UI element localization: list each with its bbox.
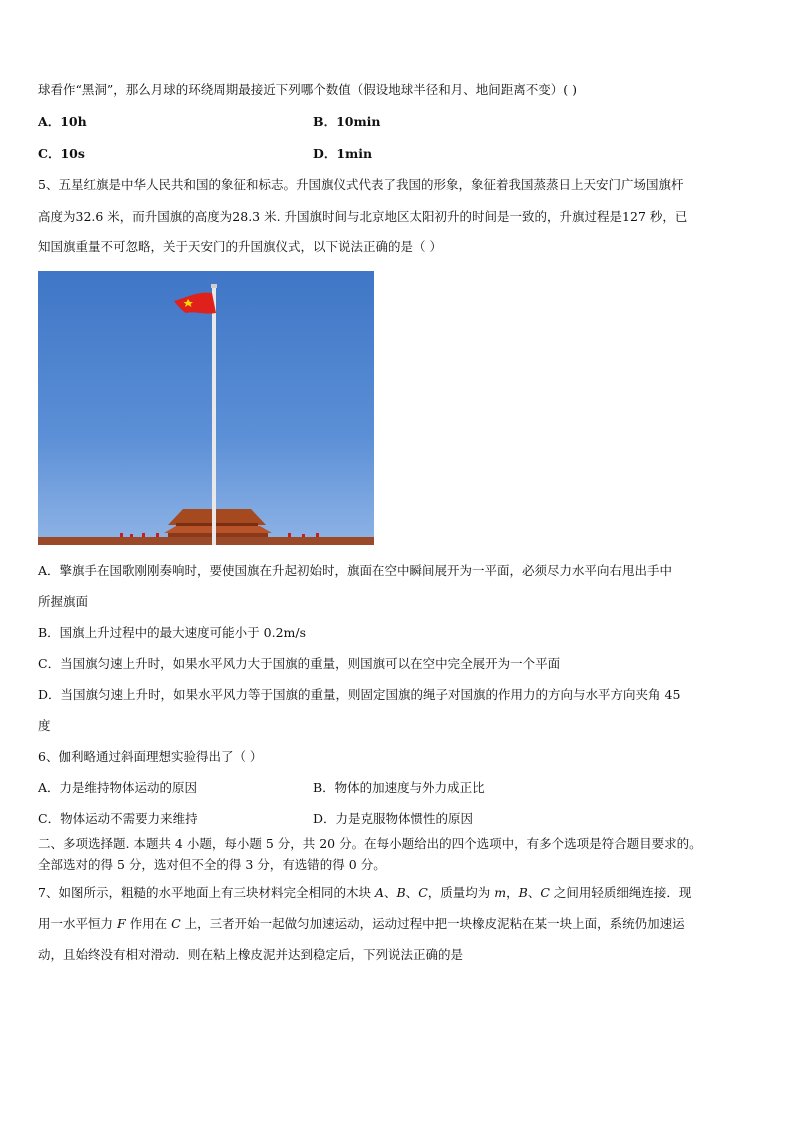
q6-option-a[interactable]: A．力是维持物体运动的原因 — [38, 780, 198, 795]
q4-stem-tail: 球看作“黑洞”，那么月球的环绕周期最接近下列哪个数值（假设地球半径和月、地间距离不变）( ) — [38, 82, 578, 97]
section-2-instructions-line-2: 全部选对的得 5 分，选对但不全的得 3 分，有选错的得 0 分。 — [38, 857, 386, 872]
q4-option-d[interactable]: D．1min — [313, 146, 373, 161]
q5-option-a-line-1[interactable]: A．擎旗手在国歌刚刚奏响时，要使国旗在升起初始时，旗面在空中瞬间展开为一平面，必须尽力水平向右甩出手中 — [38, 563, 673, 578]
q5-stem-line-1: 5、五星红旗是中华人民共和国的象征和标志。升国旗仪式代表了我国的形象，象征着我国蒸蒸日上天安门广场国旗杆 — [38, 177, 684, 192]
section-2-instructions-line-1: 二、多项选择题. 本题共 4 小题，每小题 5 分，共 20 分。在每小题给出的四个选项中，有多个选项是符合题目要求的。 — [38, 836, 702, 851]
q5-option-a-line-2[interactable]: 所握旗面 — [38, 594, 89, 609]
q6-option-b[interactable]: B．物体的加速度与外力成正比 — [313, 780, 485, 795]
q4-option-a[interactable]: A．10h — [38, 114, 87, 129]
q4-option-c[interactable]: C．10s — [38, 146, 85, 161]
q7-stem-line-3: 动，且始终没有相对滑动．则在粘上橡皮泥并达到稳定后，下列说法正确的是 — [38, 947, 464, 962]
q7-stem-line-2: 用一水平恒力 F 作用在 C 上，三者开始一起做匀加速运动，运动过程中把一块橡皮泥粘在某一块上面，系统仍加速运 — [38, 916, 685, 931]
q7-stem-line-1: 7、如图所示，粗糙的水平地面上有三块材料完全相同的木块 A、B、C，质量均为 m，B、C 之间用轻质细绳连接．现 — [38, 885, 692, 900]
q6-option-c[interactable]: C．物体运动不需要力来维持 — [38, 811, 198, 826]
q4-option-b[interactable]: B．10min — [313, 114, 381, 129]
flag-raising-photo — [38, 271, 374, 545]
flagpole — [212, 286, 216, 545]
q5-option-b[interactable]: B．国旗上升过程中的最大速度可能小于 0.2m/s — [38, 625, 307, 640]
q5-option-c[interactable]: C．当国旗匀速上升时，如果水平风力大于国旗的重量，则国旗可以在空中完全展开为一个平面 — [38, 656, 561, 671]
q6-option-d[interactable]: D．力是克服物体惯性的原因 — [313, 811, 474, 826]
q5-stem-line-3: 知国旗重量不可忽略，关于天安门的升国旗仪式，以下说法正确的是（ ） — [38, 239, 442, 254]
q6-stem: 6、伽利略通过斜面理想实验得出了（ ） — [38, 749, 263, 764]
q5-option-d-line-1[interactable]: D．当国旗匀速上升时，如果水平风力等于国旗的重量，则固定国旗的绳子对国旗的作用力的方向与水平方向夹角 45 — [38, 687, 681, 702]
q5-option-d-line-2[interactable]: 度 — [38, 718, 51, 733]
q5-stem-line-2: 高度为32.6 米，而升国旗的高度为28.3 米. 升国旗时间与北京地区太阳初升的时间是一致的，升旗过程是127 秒，已 — [38, 209, 688, 224]
